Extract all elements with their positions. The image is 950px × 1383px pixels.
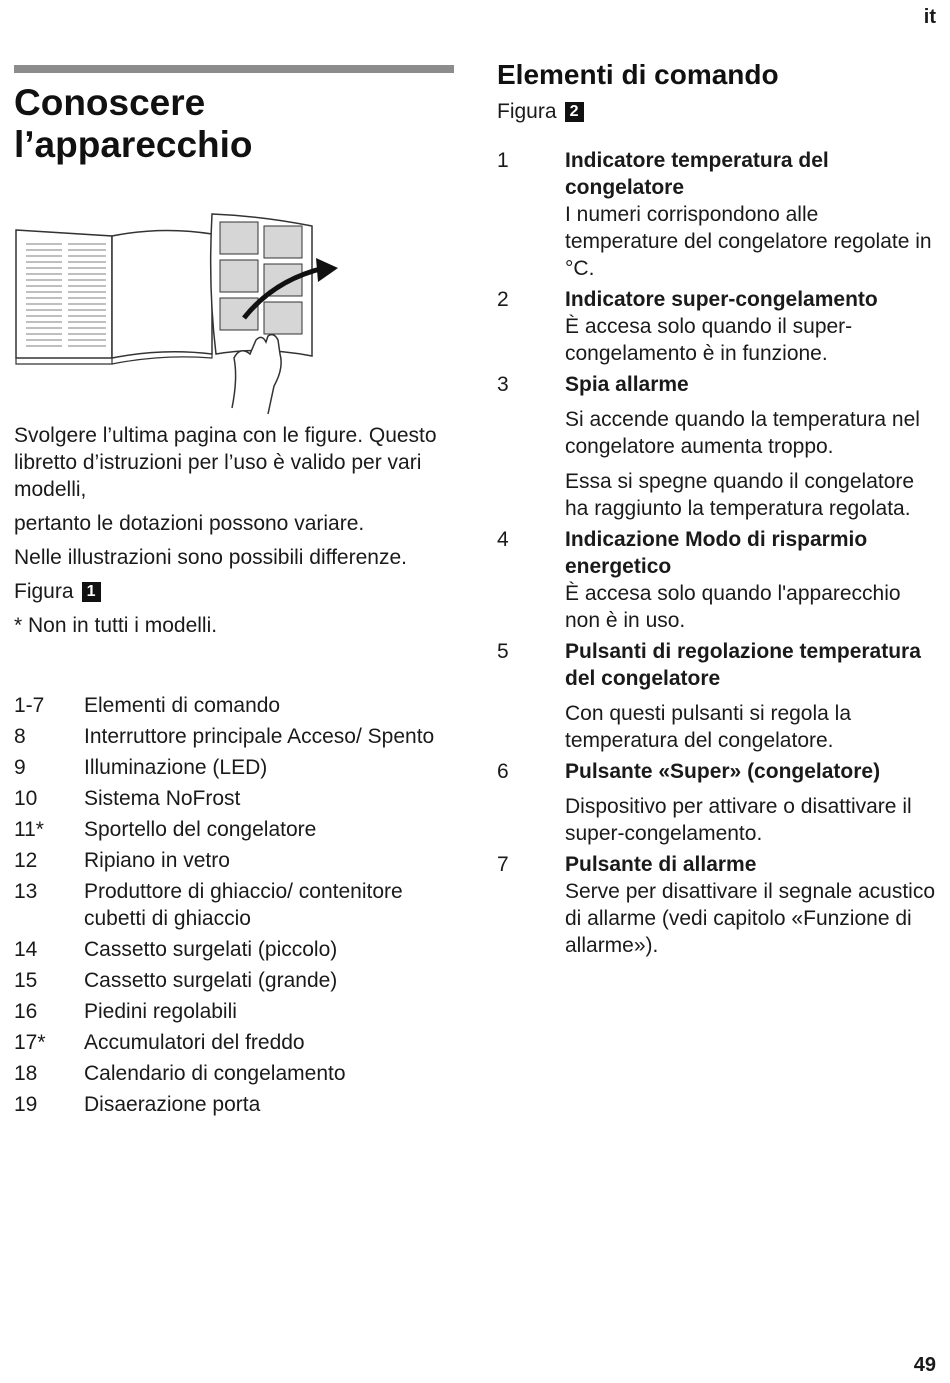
item-title: Pulsanti di regolazione temperatura del congelatore — [565, 640, 921, 690]
list-item — [14, 1091, 454, 1118]
figure-reference-2 — [497, 98, 937, 125]
list-item — [497, 638, 937, 754]
item-number: 1 — [497, 149, 509, 172]
item-text: Sportello del congelatore — [84, 818, 317, 841]
page-title: Conoscere l’apparecchio — [14, 82, 253, 165]
list-item — [14, 1060, 454, 1087]
item-number: 4 — [497, 528, 509, 551]
item-number: 5 — [497, 640, 509, 663]
item-number: 17* — [14, 1031, 46, 1054]
item-title: Indicatore super-congelamento — [565, 288, 878, 311]
item-number: 16 — [14, 1000, 38, 1023]
item-text: Illuminazione (LED) — [84, 756, 268, 779]
item-number: 12 — [14, 849, 38, 872]
item-text: Disaerazione porta — [84, 1093, 261, 1116]
parts-list — [14, 692, 454, 1122]
item-number: 9 — [14, 756, 26, 779]
item-description: Essa si spegne quando il congelatore ha raggiunto la temperatura regolata. — [565, 470, 915, 520]
intro-paragraph: Nelle illustrazioni sono possibili differenze. — [14, 546, 407, 569]
list-item — [14, 723, 454, 750]
figure-label: Figura — [497, 100, 557, 123]
list-item — [497, 526, 937, 634]
list-item — [497, 147, 937, 282]
list-item — [14, 1029, 454, 1056]
item-number: 2 — [497, 288, 509, 311]
section-rule — [14, 65, 454, 73]
item-number: 8 — [14, 725, 26, 748]
item-number: 11* — [14, 818, 44, 841]
item-number: 6 — [497, 760, 509, 783]
availability-note: * Non in tutti i modelli. — [14, 614, 218, 637]
item-text: Produttore di ghiaccio/ contenitore cubetti di ghiaccio — [84, 880, 403, 930]
manual-illustration — [12, 208, 342, 418]
item-description: È accesa solo quando il super-congelamento è in funzione. — [565, 315, 853, 365]
list-item — [14, 785, 454, 812]
page-number: 49 — [913, 1354, 936, 1376]
figure-reference-1 — [14, 578, 101, 605]
item-text: Interruttore principale Acceso/ Spento — [84, 725, 435, 748]
list-item — [14, 967, 454, 994]
item-number: 13 — [14, 880, 38, 903]
intro-paragraph: pertanto le dotazioni possono variare. — [14, 512, 365, 535]
list-item — [497, 371, 937, 522]
intro-paragraph: Svolgere l’ultima pagina con le figure. Questo libretto d’istruzioni per l’uso è valido per vari modelli, — [14, 424, 437, 501]
item-description: Si accende quando la temperatura nel congelatore aumenta troppo. — [565, 408, 920, 458]
controls-section — [497, 58, 937, 963]
item-number: 15 — [14, 969, 38, 992]
item-text: Accumulatori del freddo — [84, 1031, 305, 1054]
item-text: Piedini regolabili — [84, 1000, 237, 1023]
item-number: 3 — [497, 373, 509, 396]
item-number: 10 — [14, 787, 38, 810]
item-text: Calendario di congelamento — [84, 1062, 346, 1085]
item-text: Sistema NoFrost — [84, 787, 241, 810]
item-title: Indicatore temperatura del congelatore — [565, 149, 829, 199]
item-number: 14 — [14, 938, 38, 961]
list-item — [14, 847, 454, 874]
item-number: 7 — [497, 853, 509, 876]
item-number: 18 — [14, 1062, 38, 1085]
list-item — [14, 754, 454, 781]
item-text: Cassetto surgelati (grande) — [84, 969, 338, 992]
item-number: 19 — [14, 1093, 38, 1116]
item-title: Pulsante di allarme — [565, 853, 757, 876]
controls-list — [497, 147, 937, 959]
figure-label: Figura — [14, 580, 74, 603]
figure-number-badge: 2 — [565, 102, 584, 122]
item-description: Serve per disattivare il segnale acustico di allarme (vedi capitolo «Funzione di allarme»). — [565, 880, 936, 957]
item-text: Ripiano in vetro — [84, 849, 230, 872]
list-item — [14, 816, 454, 843]
list-item — [14, 692, 454, 719]
list-item — [497, 851, 937, 959]
item-title: Spia allarme — [565, 373, 689, 396]
list-item — [14, 998, 454, 1025]
language-code: it — [923, 6, 936, 28]
list-item — [14, 936, 454, 963]
list-item — [497, 758, 937, 847]
item-description: Con questi pulsanti si regola la temperatura del congelatore. — [565, 702, 852, 752]
intro-text — [14, 422, 454, 646]
item-number: 1-7 — [14, 694, 45, 717]
item-text: Cassetto surgelati (piccolo) — [84, 938, 338, 961]
item-description: I numeri corrispondono alle temperature del congelatore regolate in °C. — [565, 203, 932, 280]
list-item — [497, 286, 937, 367]
item-description: Dispositivo per attivare o disattivare il super-congelamento. — [565, 795, 912, 845]
item-description: È accesa solo quando l'apparecchio non è in uso. — [565, 582, 901, 632]
item-title: Indicazione Modo di risparmio energetico — [565, 528, 868, 578]
list-item — [14, 878, 454, 932]
item-title: Pulsante «Super» (congelatore) — [565, 760, 881, 783]
figure-number-badge: 1 — [82, 582, 101, 602]
section-heading: Elementi di comando — [497, 59, 779, 90]
item-text: Elementi di comando — [84, 694, 281, 717]
